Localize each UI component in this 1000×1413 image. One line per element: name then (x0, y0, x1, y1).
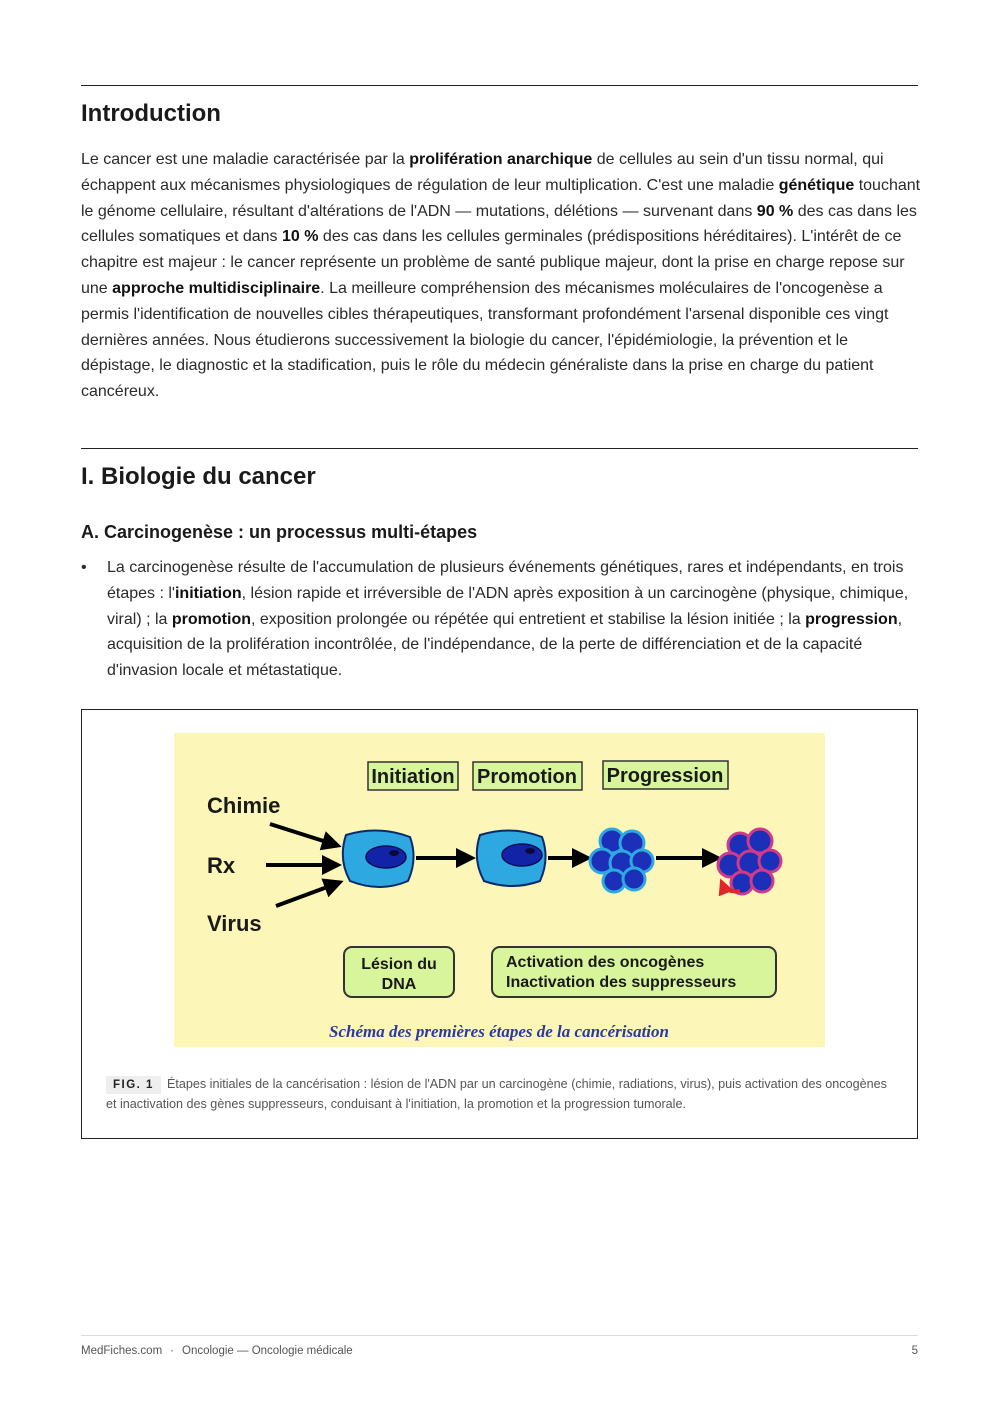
cell-icon (343, 830, 414, 887)
oncogene-label-line2: Inactivation des suppresseurs (506, 974, 737, 991)
section-divider (81, 448, 918, 449)
figure (81, 709, 918, 1139)
footer-left (81, 1345, 353, 1357)
page-number: 5 (911, 1345, 918, 1357)
tumor-icon (718, 829, 781, 894)
subsection-heading: A. Carcinogenèse : un processus multi-étapes (81, 522, 478, 542)
agent-label-virus: Virus (207, 911, 262, 936)
figure-caption (106, 1074, 896, 1114)
carcinogenesis-diagram (174, 733, 825, 1047)
dna-lesion-label-line1: Lésion du (361, 956, 437, 973)
stage-label-initiation: Initiation (371, 766, 455, 788)
agent-label-rx: Rx (207, 853, 236, 878)
bullet-icon: • (81, 559, 87, 576)
dna-lesion-label-line2: DNA (381, 976, 417, 993)
cell-icon (477, 830, 546, 886)
stage-label-progression: Progression (606, 765, 724, 787)
footer-section: Oncologie — Oncologie médicale (182, 1345, 353, 1357)
figure-tag: FIG. 1 (106, 1076, 161, 1094)
cell-cluster-icon (590, 829, 653, 892)
arrow-icon (270, 824, 336, 845)
image-title: Schéma des premières étapes de la cancérisation (329, 1022, 669, 1041)
intro-paragraph: Le cancer est une maladie caractérisée par la prolifération anarchique de cellules au sein d'un tissu normal, qui échappent aux mécanismes physiologiques de régulation de leur multiplication. C'est une maladie génétique touchant le génome cellulaire, résultant d'altérations de l'ADN — mutations, délétions — survenant dans 90 % des cas dans les cellules somatiques et dans 10 % des cas dans les cellules germinales (prédispositions héréditaires). L'intérêt de ce chapitre est majeur : le cancer représente un problème de santé publique majeur, dont la prise en charge repose sur une approche multidisciplinaire. La meilleure compréhension des mécanismes moléculaires de l'oncogenèse a permis l'identification de nouvelles cibles thérapeutiques, transformant profondément l'arsenal disponible ces vingt dernières années. Nous étudierons successivement la biologie du cancer, l'épidémiologie, la prévention et le dépistage, le diagnostic et la stadification, puis le rôle du médecin généraliste dans la prise en charge du patient cancéreux. (81, 151, 921, 401)
section-divider (81, 85, 918, 86)
section-heading: I. Biologie du cancer (81, 463, 316, 490)
list-item (81, 555, 918, 684)
oncogene-label-line1: Activation des oncogènes (506, 954, 705, 971)
footer (81, 1335, 918, 1357)
list-item-text: La carcinogenèse résulte de l'accumulation de plusieurs événements génétiques, rares et indépendants, en trois étapes : l'initiation, lésion rapide et irréversible de l'ADN après exposition à un carcinogène (physique, chimique, viral) ; la promotion, exposition prolongée ou répétée qui entretient et stabilise la lésion initiée ; la progression, acquisition de la prolifération incontrôlée, de l'indépendance, de la perte de différenciation et de la capacité d'invasion locale et métastatique. (107, 559, 909, 680)
intro-heading: Introduction (81, 100, 221, 127)
footer-separator: · (170, 1345, 175, 1357)
footer-site: MedFiches.com (81, 1345, 163, 1357)
agent-label-chimie: Chimie (207, 793, 281, 818)
figure-image (174, 733, 825, 1047)
arrow-icon (276, 883, 338, 906)
figure-caption-text: Étapes initiales de la cancérisation : lésion de l'ADN par un carcinogène (chimie, radiations, virus), puis activation des oncogènes et inactivation des gènes suppresseurs, conduisant à l'initiation, la promotion et la progression tumorale. (106, 1077, 887, 1111)
stage-label-promotion: Promotion (477, 766, 577, 788)
